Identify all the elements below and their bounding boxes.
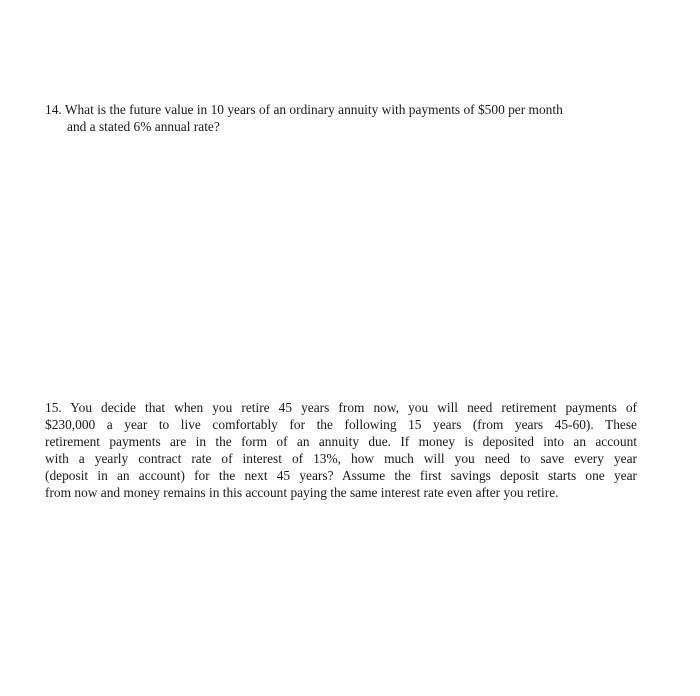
question-15-line-6: from now and money remains in this account paying the same interest rate even after you retire.	[45, 485, 559, 500]
question-14-line-2: and a stated 6% annual rate?	[67, 119, 220, 134]
question-14-line-1: 14. What is the future value in 10 years of an ordinary annuity with payments of $500 per month	[45, 102, 563, 117]
question-15-line-1: 15. You decide that when you retire 45 years from now, you will need retirement payments of	[45, 400, 637, 415]
question-15-line-4: with a yearly contract rate of interest of 13%, how much will you need to save every year	[45, 451, 637, 466]
question-15-line-2: $230,000 a year to live comfortably for the following 15 years (from years 45-60). These	[45, 417, 637, 432]
question-15	[45, 399, 637, 501]
question-15-line-3: retirement payments are in the form of an annuity due. If money is deposited into an account	[45, 434, 637, 449]
question-14	[45, 101, 637, 135]
question-15-line-5: (deposit in an account) for the next 45 years? Assume the first savings deposit starts one year	[45, 468, 637, 483]
